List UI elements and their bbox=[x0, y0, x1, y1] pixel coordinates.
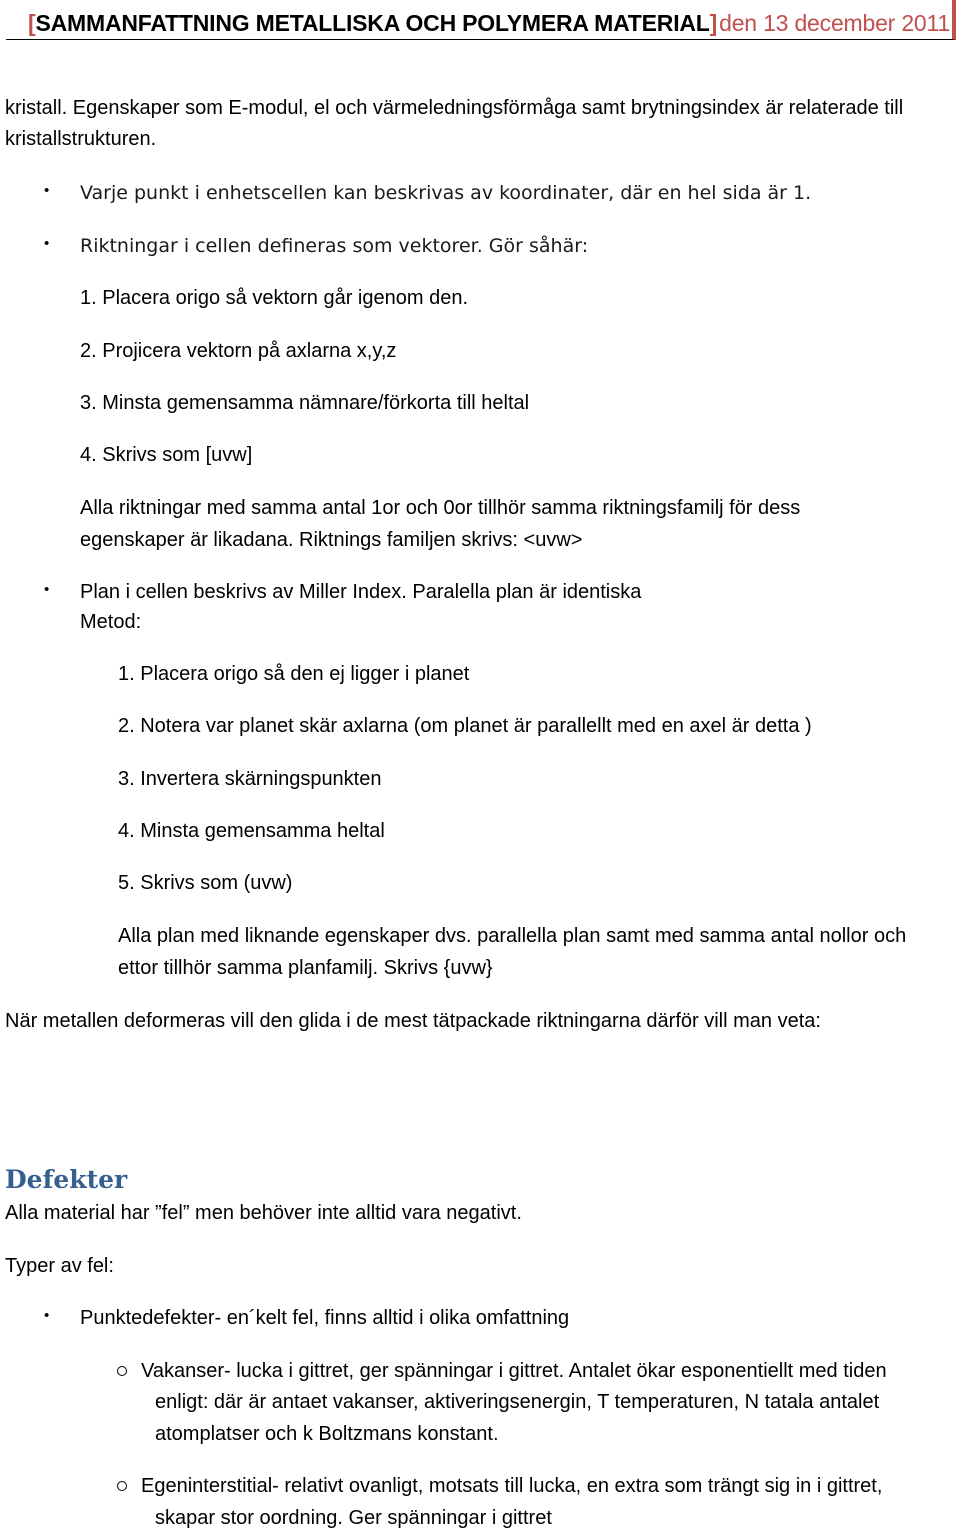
numbered-item: 2. Notera var planet skär axlarna (om planet är parallellt med en axel är detta ) bbox=[118, 715, 812, 737]
list-item: Punktedefekter- en´kelt fel, finns alltid i olika omfattning bbox=[80, 1307, 570, 1329]
bracket-open: [ bbox=[28, 10, 36, 36]
numbered-item: 5. Skrivs som (uvw) bbox=[118, 872, 293, 894]
list-item: Plan i cellen beskrivs av Miller Index. Paralella plan är identiska bbox=[80, 581, 642, 603]
body-text: egenskaper är likadana. Riktnings familjen skrivs: <uvw> bbox=[80, 529, 583, 551]
body-text: ettor tillhör samma planfamilj. Skrivs {uvw} bbox=[118, 957, 493, 979]
body-text: Typer av fel: bbox=[5, 1255, 114, 1277]
bullet-icon: • bbox=[44, 581, 50, 598]
sub-list-item: Egeninterstitial- relativt ovanligt, motsats till lucka, en extra som trängt sig in i gittret, bbox=[141, 1475, 883, 1497]
bullet-icon: • bbox=[44, 1307, 50, 1324]
numbered-item: 1. Placera origo så den ej ligger i planet bbox=[118, 663, 470, 685]
body-text: Alla riktningar med samma antal 1or och 0or tillhör samma riktningsfamilj för dess bbox=[80, 497, 801, 519]
numbered-item: 2. Projicera vektorn på axlarna x,y,z bbox=[80, 340, 397, 362]
section-heading: Defekter bbox=[5, 1165, 128, 1194]
sub-list-item: atomplatser och k Boltzmans konstant. bbox=[155, 1423, 499, 1445]
circle-bullet-icon bbox=[117, 1366, 127, 1376]
numbered-item: 3. Invertera skärningspunkten bbox=[118, 768, 382, 790]
numbered-item: 4. Skrivs som [uvw] bbox=[80, 444, 253, 466]
bullet-icon: • bbox=[44, 235, 50, 252]
page-header bbox=[6, 0, 956, 40]
bracket-close: ] bbox=[709, 10, 718, 36]
list-item: Riktningar i cellen defineras som vektorer. Gör såhär: bbox=[80, 235, 589, 257]
sub-list-item: Vakanser- lucka i gittret, ger spänningar i gittret. Antalet ökar esponentiellt med tiden bbox=[141, 1360, 887, 1382]
list-item: Varje punkt i enhetscellen kan beskrivas av koordinater, där en hel sida är 1. bbox=[80, 182, 812, 204]
sub-list-item: enligt: där är antaet vakanser, aktiveringsenergin, T temperaturen, N tatala antalet bbox=[155, 1391, 880, 1413]
body-text: kristall. Egenskaper som E-modul, el och värmeledningsförmåga samt brytningsindex är relaterade till bbox=[5, 97, 904, 119]
sub-list-item: skapar stor oordning. Ger spänningar i gittret bbox=[155, 1507, 552, 1529]
header-date: den 13 december 2011 bbox=[719, 10, 950, 36]
list-item: Metod: bbox=[80, 611, 142, 633]
body-text: kristallstrukturen. bbox=[5, 128, 157, 150]
numbered-item: 3. Minsta gemensamma nämnare/förkorta till heltal bbox=[80, 392, 530, 414]
body-text: När metallen deformeras vill den glida i de mest tätpackade riktningarna därför vill man veta: bbox=[5, 1010, 821, 1032]
header-title bbox=[28, 10, 950, 37]
body-text: Alla material har ”fel” men behöver inte alltid vara negativt. bbox=[5, 1202, 522, 1224]
numbered-item: 1. Placera origo så vektorn går igenom den. bbox=[80, 287, 468, 309]
body-text: Alla plan med liknande egenskaper dvs. parallella plan samt med samma antal nollor och bbox=[118, 925, 907, 947]
document-title: SAMMANFATTNING METALLISKA OCH POLYMERA MATERIAL bbox=[35, 10, 710, 36]
numbered-item: 4. Minsta gemensamma heltal bbox=[118, 820, 385, 842]
circle-bullet-icon bbox=[117, 1481, 127, 1491]
bullet-icon: • bbox=[44, 182, 50, 199]
